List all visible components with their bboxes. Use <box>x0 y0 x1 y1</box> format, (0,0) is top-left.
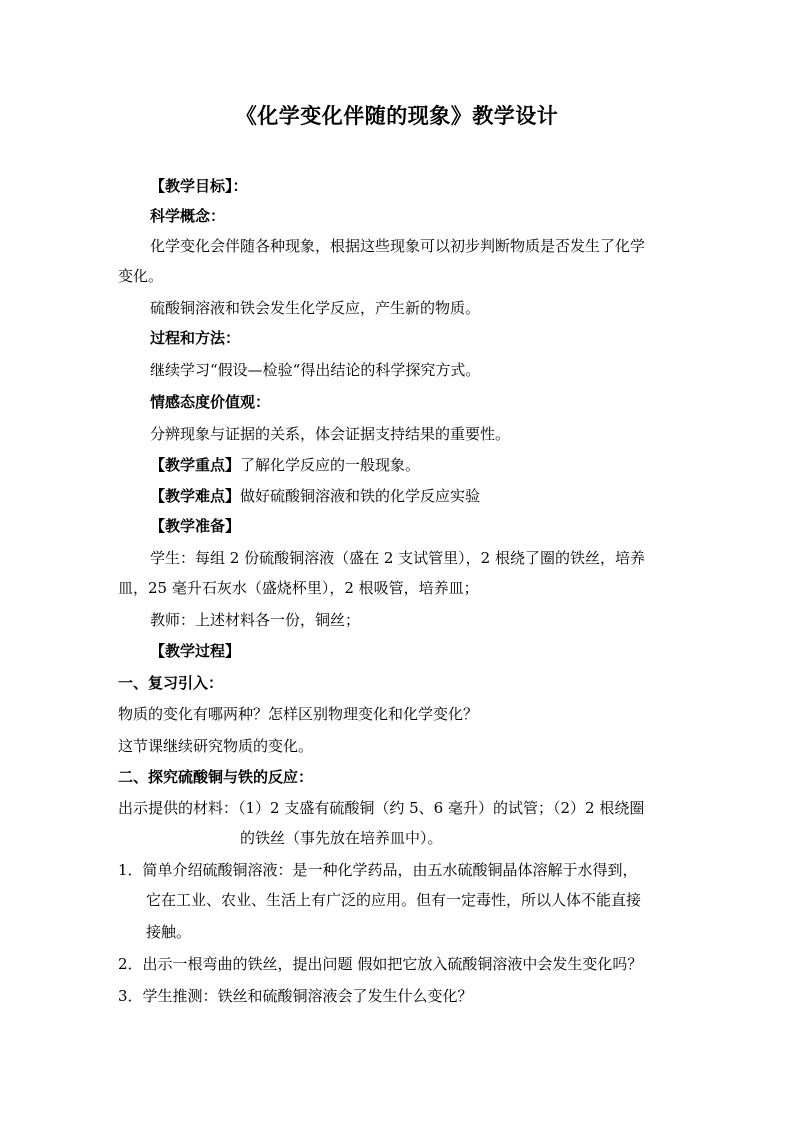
key-point-line <box>150 455 420 475</box>
section-2-heading: 二、探究硫酸铜与铁的反应： <box>118 768 314 786</box>
key-point-text: 了解化学反应的一般现象。 <box>240 456 421 474</box>
objectives-heading: 【教学目标】： <box>150 177 248 195</box>
preparation-students-line-2: 皿，25 毫升石灰水（盛烧杯里），2 根吸管，培养皿； <box>118 579 479 597</box>
process-method-heading: 过程和方法： <box>150 329 241 347</box>
emotion-values-text: 分辨现象与证据的关系，体会证据支持结果的重要性。 <box>150 425 511 443</box>
science-concept-paragraph-2: 硫酸铜溶液和铁会发生化学反应，产生新的物质。 <box>150 299 481 317</box>
section-1-line-2: 这节课继续研究物质的变化。 <box>118 737 314 755</box>
preparation-teacher: 教师：上述材料各一份，铜丝； <box>150 611 361 629</box>
difficulty-label: 【教学难点】 <box>150 487 241 505</box>
document-title: 《化学变化伴随的现象》教学设计 <box>235 103 559 128</box>
step-1-line-1: 1．简单介绍硫酸铜溶液：是一种化学药品，由五水硫酸铜晶体溶解于水得到， <box>118 861 638 879</box>
step-3: 3．学生推测：铁丝和硫酸铜溶液会了发生什么变化？ <box>118 987 473 1005</box>
emotion-values-heading: 情感态度价值观： <box>150 393 271 411</box>
section-1-line-1: 物质的变化有哪两种？怎样区别物理变化和化学变化？ <box>118 705 479 723</box>
science-concept-heading: 科学概念： <box>150 207 226 225</box>
difficulty-text: 做好硫酸铜溶液和铁的化学反应实验 <box>240 487 481 505</box>
step-1-line-3: 接触。 <box>146 923 192 941</box>
science-concept-line-1: 化学变化会伴随各种现象，根据这些现象可以初步判断物质是否发生了化学 <box>150 237 646 255</box>
process-heading: 【教学过程】 <box>150 642 241 660</box>
difficulty-line <box>150 486 480 506</box>
section-2-materials-line-1: 出示提供的材料：（1）2 支盛有硫酸铜（约 5、6 毫升）的试管；（2）2 根绕圈 <box>118 799 645 817</box>
science-concept-line-2: 变化。 <box>118 267 164 285</box>
key-point-label: 【教学重点】 <box>150 456 241 474</box>
preparation-students-line-1: 学生：每组 2 份硫酸铜溶液（盛在 2 支试管里），2 根绕了圈的铁丝，培养 <box>150 549 645 567</box>
section-1-heading: 一、复习引入： <box>118 674 224 692</box>
section-2-materials-line-2: 的铁丝（事先放在培养皿中）。 <box>240 829 443 847</box>
step-2: 2．出示一根弯曲的铁丝，提出问题 假如把它放入硫酸铜溶液中会发生变化吗？ <box>118 955 643 973</box>
step-1-line-2: 它在工业、农业、生活上有广泛的应用。但有一定毒性，所以人体不能直接 <box>146 891 642 909</box>
preparation-heading: 【教学准备】 <box>150 517 241 535</box>
process-method-text: 继续学习“假设—检验“得出结论的科学探究方式。 <box>150 361 481 379</box>
